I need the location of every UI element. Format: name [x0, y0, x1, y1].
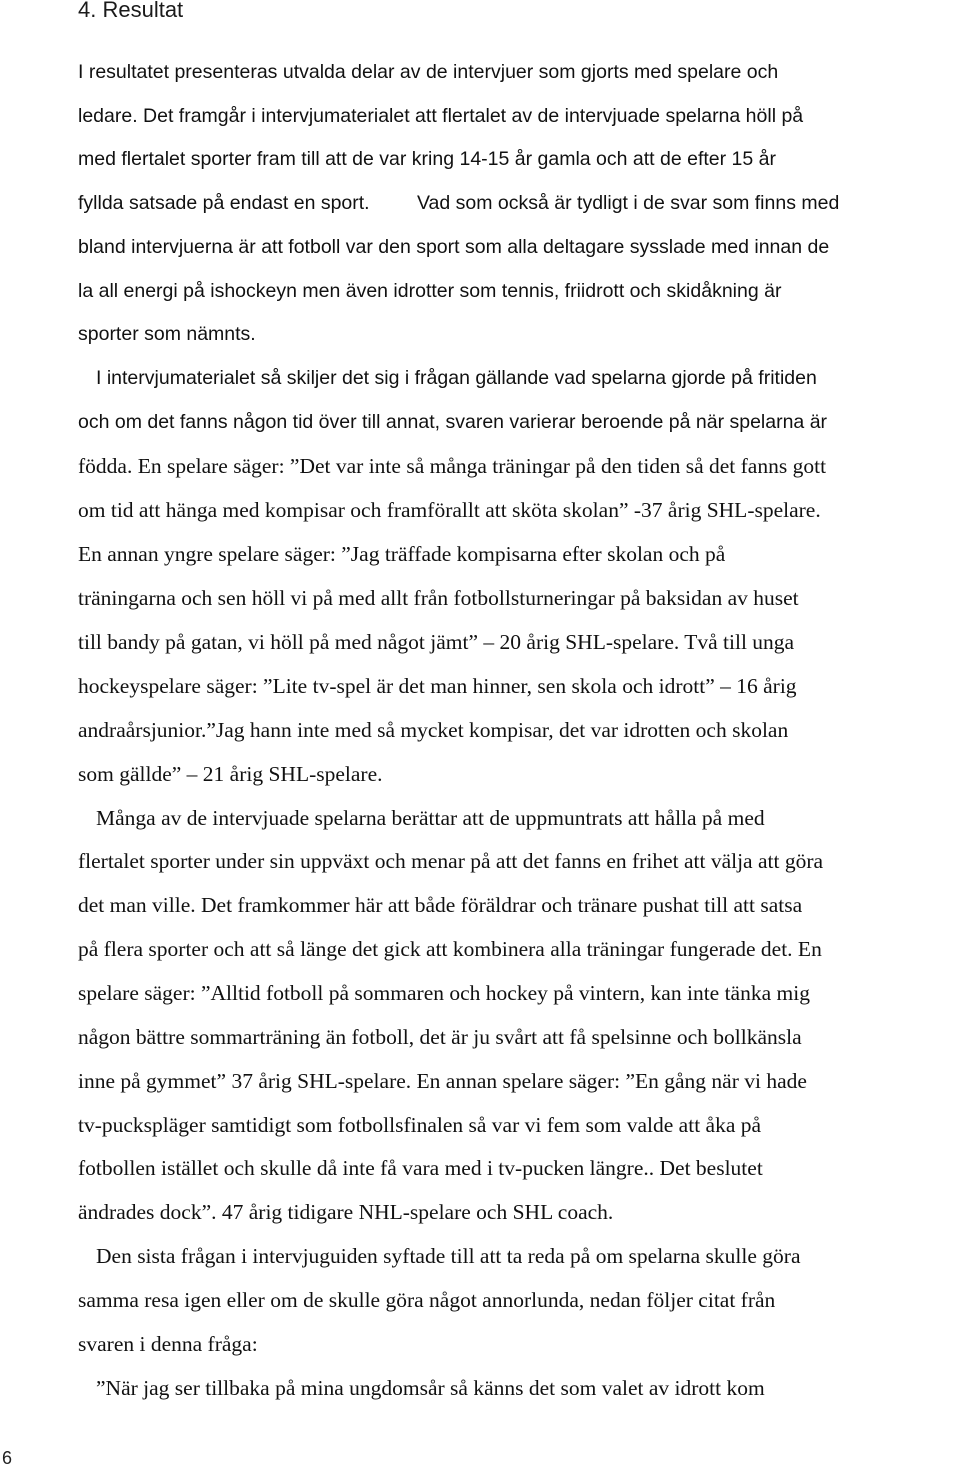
- text-line: hockeyspelare säger: ”Lite tv-spel är det man hinner, sen skola och idrott” – 16 årig: [78, 674, 797, 698]
- text-line: samma resa igen eller om de skulle göra något annorlunda, nedan följer citat från: [78, 1288, 776, 1312]
- text-line: tv-puckspläger samtidigt som fotbollsfinalen så var vi fem som valde att åka på: [78, 1113, 762, 1137]
- text-line: sporter som nämnts.: [78, 323, 256, 345]
- text-line: till bandy på gatan, vi höll på med något jämt” – 20 årig SHL-spelare. Två till unga: [78, 630, 795, 654]
- text-line: En annan yngre spelare säger: ”Jag träffade kompisarna efter skolan och på: [78, 542, 726, 566]
- text-line: inne på gymmet” 37 årig SHL-spelare. En annan spelare säger: ”En gång när vi hade: [78, 1069, 807, 1093]
- text-line: på flera sporter och att så länge det gick att kombinera alla träningar fungerade det. En: [78, 937, 822, 961]
- text-line: om tid att hänga med kompisar och framförallt att sköta skolan” -37 årig SHL-spelare.: [78, 498, 821, 522]
- text-line: ändrades dock”. 47 årig tidigare NHL-spelare och SHL coach.: [78, 1200, 614, 1224]
- text-line: som gällde” – 21 årig SHL-spelare.: [78, 762, 383, 786]
- text-line: spelare säger: ”Alltid fotboll på sommaren och hockey på vintern, kan inte tänka mig: [78, 981, 810, 1005]
- text-line: träningarna och sen höll vi på med allt från fotbollsturneringar på baksidan av huset: [78, 586, 799, 610]
- text-line: Många av de intervjuade spelarna berättar att de uppmuntrats att hålla på med: [96, 806, 765, 830]
- text-line: svaren i denna fråga:: [78, 1332, 258, 1356]
- text-line: födda. En spelare säger: ”Det var inte så många träningar på den tiden så det fanns gott: [78, 454, 827, 478]
- text-line: fotbollen istället och skulle då inte få vara med i tv-pucken längre.. Det beslutet: [78, 1156, 763, 1180]
- text-line: med flertalet sporter fram till att de var kring 14-15 år gamla och att de efter 15 år: [78, 148, 776, 170]
- text-line: ledare. Det framgår i intervjumaterialet att flertalet av de intervjuade spelarna höll på: [78, 105, 804, 127]
- page-number: 6: [2, 1448, 13, 1468]
- text-line: det man ville. Det framkommer här att både föräldrar och tränare pushat till att satsa: [78, 893, 803, 917]
- text-line: I resultatet presenteras utvalda delar av de intervjuer som gjorts med spelare och: [78, 61, 779, 83]
- text-line: fyllda satsade på endast en sport.: [78, 192, 370, 214]
- text-line: någon bättre sommarträning än fotboll, det är ju svårt att få spelsinne och bollkänsla: [78, 1025, 802, 1049]
- text-line: ”När jag ser tillbaka på mina ungdomsår så känns det som valet av idrott kom: [96, 1376, 765, 1400]
- text-line: la all energi på ishockeyn men även idrotter som tennis, friidrott och skidåkning är: [78, 280, 782, 302]
- section-heading: 4. Resultat: [78, 0, 184, 22]
- text-line: I intervjumaterialet så skiljer det sig i frågan gällande vad spelarna gjorde på fritiden: [96, 367, 817, 389]
- text-line: Vad som också är tydligt i de svar som finns med: [417, 192, 840, 214]
- text-line: bland intervjuerna är att fotboll var den sport som alla deltagare sysslade med innan de: [78, 236, 830, 258]
- text-line: flertalet sporter under sin uppväxt och menar på att det fanns en frihet att välja att göra: [78, 849, 824, 873]
- text-line: andraårsjunior.”Jag hann inte med så mycket kompisar, det var idrotten och skolan: [78, 718, 789, 742]
- text-line: Den sista frågan i intervjuguiden syftade till att ta reda på om spelarna skulle göra: [96, 1244, 801, 1268]
- text-line: och om det fanns någon tid över till annat, svaren varierar beroende på när spelarna är: [78, 411, 828, 433]
